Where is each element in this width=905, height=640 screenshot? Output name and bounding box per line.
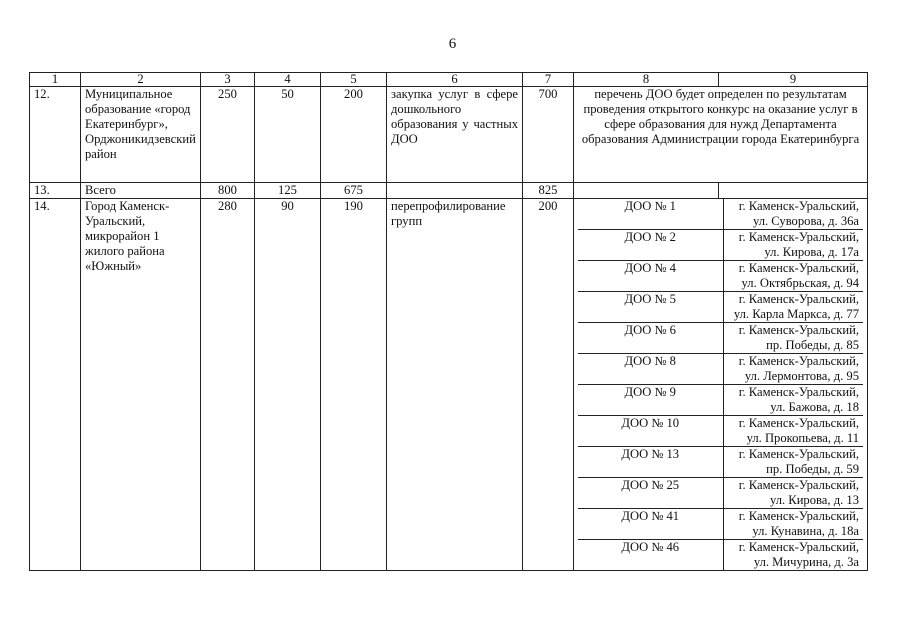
doo-address: г. Каменск-Уральский, ул. Бажова, д. 18 <box>723 385 863 416</box>
doo-address: г. Каменск-Уральский, ул. Кунавина, д. 18а <box>723 509 863 540</box>
row-number: 12. <box>30 87 81 183</box>
col-header: 8 <box>574 73 719 87</box>
table-row-13 <box>30 183 868 199</box>
list-item <box>578 292 863 323</box>
doo-address: г. Каменск-Уральский, пр. Победы, д. 85 <box>723 323 863 354</box>
col-header: 7 <box>523 73 574 87</box>
list-item <box>578 540 863 571</box>
doo-name: ДОО № 2 <box>578 230 723 261</box>
list-item <box>578 478 863 509</box>
doo-name: ДОО № 10 <box>578 416 723 447</box>
doo-address: г. Каменск-Уральский, ул. Кирова, д. 17а <box>723 230 863 261</box>
empty-cell <box>574 183 719 199</box>
cell-value: 50 <box>255 87 321 183</box>
measure-description: перепрофилирование групп <box>387 199 523 571</box>
list-item <box>578 509 863 540</box>
list-item <box>578 230 863 261</box>
doo-list <box>578 199 863 570</box>
doo-address: г. Каменск-Уральский, пр. Победы, д. 59 <box>723 447 863 478</box>
cell-value: 675 <box>321 183 387 199</box>
cell-value: 825 <box>523 183 574 199</box>
doo-address: г. Каменск-Уральский, ул. Мичурина, д. 3а <box>738 540 859 569</box>
list-item <box>578 199 863 230</box>
list-item <box>578 416 863 447</box>
doo-address: г. Каменск-Уральский, ул. Лермонтова, д. 95 <box>723 354 863 385</box>
col-header: 1 <box>30 73 81 87</box>
cell-value: 700 <box>523 87 574 183</box>
doo-name: ДОО № 1 <box>578 199 723 230</box>
cell-value: 90 <box>255 199 321 571</box>
table-row-14 <box>30 199 868 571</box>
doo-name: ДОО № 5 <box>578 292 723 323</box>
list-item <box>578 447 863 478</box>
municipality-name: Город Каменск-Уральский, микрорайон 1 жилого района «Южный» <box>81 199 201 571</box>
list-item <box>578 354 863 385</box>
doo-address: г. Каменск-Уральский, ул. Суворова, д. 36а <box>723 199 863 230</box>
total-label: Всего <box>81 183 201 199</box>
doo-name: ДОО № 9 <box>578 385 723 416</box>
document-table <box>29 72 868 571</box>
doo-name: ДОО № 25 <box>578 478 723 509</box>
doo-name: ДОО № 41 <box>578 509 723 540</box>
measure-description: закупка услуг в сфере дошкольного образования у частных ДОО <box>387 87 523 183</box>
col-header: 4 <box>255 73 321 87</box>
doo-address: г. Каменск-Уральский, ул. Карла Маркса, д. 77 <box>723 292 863 323</box>
row-number: 13. <box>30 183 81 199</box>
municipality-name: Муниципальное образование «город Екатеринбург», Орджоникидзевский район <box>81 87 201 183</box>
cell-value: 800 <box>201 183 255 199</box>
doo-name: ДОО № 8 <box>578 354 723 385</box>
col-header: 5 <box>321 73 387 87</box>
doo-note: перечень ДОО будет определен по результатам проведения открытого конкурс на оказание услуг в сфере образования для нужд Департамента образования Администрации города Екатеринбурга <box>574 87 868 183</box>
list-item <box>578 261 863 292</box>
doo-name: ДОО № 46 <box>578 540 723 571</box>
cell-value: 280 <box>201 199 255 571</box>
cell-value: 125 <box>255 183 321 199</box>
column-number-row <box>30 73 868 87</box>
doo-address: г. Каменск-Уральский, ул. Кирова, д. 13 <box>723 478 863 509</box>
cell-value: 200 <box>523 199 574 571</box>
doo-address: г. Каменск-Уральский, ул. Октябрьская, д. 94 <box>723 261 863 292</box>
doo-name: ДОО № 6 <box>578 323 723 354</box>
page-number: 6 <box>448 36 457 52</box>
empty-cell <box>719 183 868 199</box>
list-item <box>578 323 863 354</box>
col-header: 6 <box>387 73 523 87</box>
empty-cell <box>387 183 523 199</box>
table-row-12 <box>30 87 868 183</box>
cell-value: 190 <box>321 199 387 571</box>
doo-address: г. Каменск-Уральский, ул. Прокопьева, д. 11 <box>723 416 863 447</box>
doo-name: ДОО № 4 <box>578 261 723 292</box>
cell-value: 250 <box>201 87 255 183</box>
col-header: 3 <box>201 73 255 87</box>
col-header: 2 <box>81 73 201 87</box>
list-item <box>578 385 863 416</box>
row-number: 14. <box>30 199 81 571</box>
doo-name: ДОО № 13 <box>578 447 723 478</box>
cell-value: 200 <box>321 87 387 183</box>
doo-list-cell <box>574 199 868 571</box>
col-header: 9 <box>719 73 868 87</box>
